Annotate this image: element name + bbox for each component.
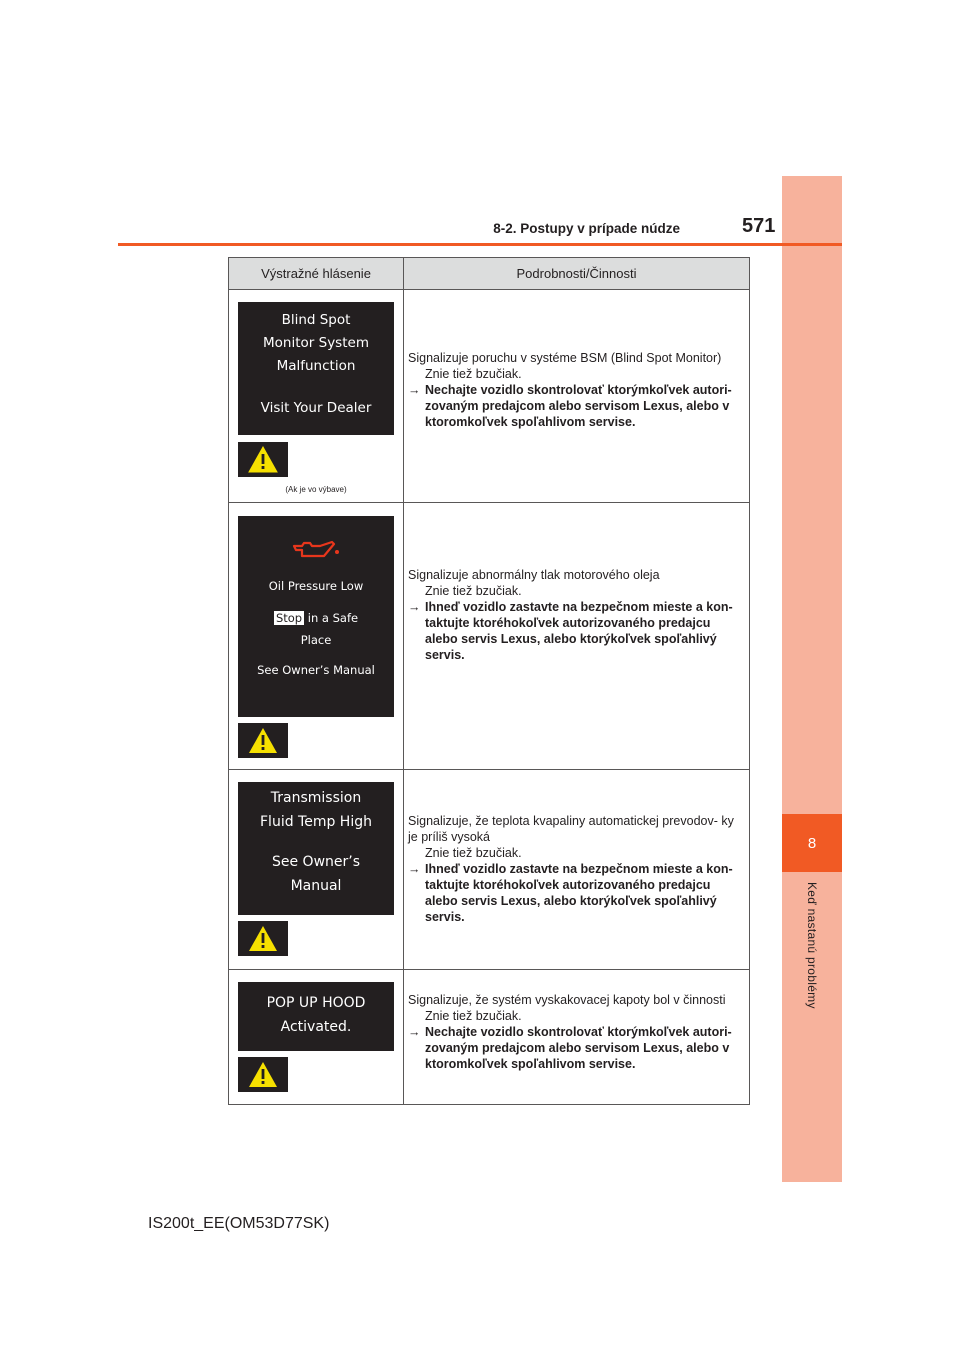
arrow-icon: → xyxy=(408,1025,421,1039)
screen-line: Transmission xyxy=(270,790,362,806)
buzzer-note: Znie tiež bzučiak. xyxy=(425,583,522,598)
row-action: Ihneď vozidlo zastavte na bezpečnom mieste a kon- taktujte ktoréhokoľvek autorizovaného predajcu alebo servis Lexus, alebo ktorýkoľvek spoľahlivý servis. xyxy=(425,599,733,662)
screen-line: Activated. xyxy=(280,1019,352,1035)
buzzer-note: Znie tiež bzučiak. xyxy=(425,367,522,381)
screen-line: in a Safe xyxy=(307,611,359,625)
screen-line: See Owner’s Manual xyxy=(257,663,375,677)
row-description: Signalizuje, že systém vyskakovacej kapoty bol v činnosti xyxy=(408,993,726,1007)
screen-line: Monitor System xyxy=(263,335,369,351)
warning-triangle-icon xyxy=(248,727,278,754)
row-action: Ihneď vozidlo zastavte na bezpečnom mieste a kon- taktujte ktoréhokoľvek autorizovaného predajcu alebo servis Lexus, alebo ktorýkoľvek spoľahlivý servis. xyxy=(425,861,733,924)
row-details xyxy=(404,813,749,925)
screen-line: POP UP HOOD xyxy=(266,995,366,1011)
screen-line: See Owner’s xyxy=(271,854,361,870)
header-rule xyxy=(118,243,842,246)
bsm-display xyxy=(238,302,394,435)
transmission-display xyxy=(238,782,394,915)
warning-light-box xyxy=(238,921,288,956)
screen-line: Place xyxy=(300,633,332,647)
table-row xyxy=(229,970,750,1105)
buzzer-note: Znie tiež bzučiak. xyxy=(425,1009,522,1023)
screen-line: Oil Pressure Low xyxy=(268,579,364,593)
chapter-title: Keď nastanú problémy xyxy=(805,882,819,1009)
table-header-row xyxy=(229,258,750,290)
pop-up-hood-display xyxy=(238,982,394,1051)
buzzer-note: Znie tiež bzučiak. xyxy=(425,845,522,860)
table-row xyxy=(229,290,750,503)
warning-triangle-icon xyxy=(248,446,278,473)
stop-label: Stop xyxy=(275,611,303,625)
warning-light-box xyxy=(238,442,288,477)
column-header-message: Výstražné hlásenie xyxy=(229,258,404,290)
page-number: 571 xyxy=(742,215,776,237)
arrow-icon: → xyxy=(408,383,421,397)
warning-triangle-icon xyxy=(248,925,278,952)
screen-line: Visit Your Dealer xyxy=(260,400,372,416)
row-details xyxy=(404,992,749,1072)
row-details xyxy=(404,567,749,663)
row-action: Nechajte vozidlo skontrolovať ktorýmkoľvek autori- zovaným predajcom alebo servisom Lexus, alebo v ktoromkoľvek spoľahlivom servise. xyxy=(425,1025,732,1071)
screen-line: Manual xyxy=(290,878,342,894)
table-row xyxy=(229,503,750,770)
warning-light-box xyxy=(238,723,288,758)
table-row xyxy=(229,770,750,970)
warning-triangle-icon xyxy=(248,1061,278,1088)
warning-light-box xyxy=(238,1057,288,1092)
column-header-details: Podrobnosti/Činnosti xyxy=(404,258,750,290)
row-action: Nechajte vozidlo skontrolovať ktorýmkoľvek autori- zovaným predajcom alebo servisom Lexus, alebo v ktoromkoľvek spoľahlivom servise. xyxy=(425,383,732,429)
row-description: Signalizuje abnormálny tlak motorového oleja xyxy=(408,567,660,582)
equipment-note: (Ak je vo výbave) xyxy=(285,485,347,494)
row-description: Signalizuje, že teplota kvapaliny automatickej prevodov- ky je príliš vysoká xyxy=(408,813,734,844)
arrow-icon: → xyxy=(408,599,421,614)
oil-can-icon xyxy=(290,538,342,560)
row-details xyxy=(404,350,749,430)
screen-line: Fluid Temp High xyxy=(260,814,372,830)
screen-line: Malfunction xyxy=(276,358,356,374)
row-description: Signalizuje poruchu v systéme BSM (Blind Spot Monitor) xyxy=(408,351,722,365)
arrow-icon: → xyxy=(408,861,421,876)
oil-pressure-display xyxy=(238,516,394,717)
screen-line: Blind Spot xyxy=(281,312,351,328)
section-title: 8-2. Postupy v prípade núdze xyxy=(493,221,680,236)
document-code: IS200t_EE(OM53D77SK) xyxy=(148,1215,330,1232)
chapter-number: 8 xyxy=(782,814,842,872)
warning-table xyxy=(228,257,750,1105)
